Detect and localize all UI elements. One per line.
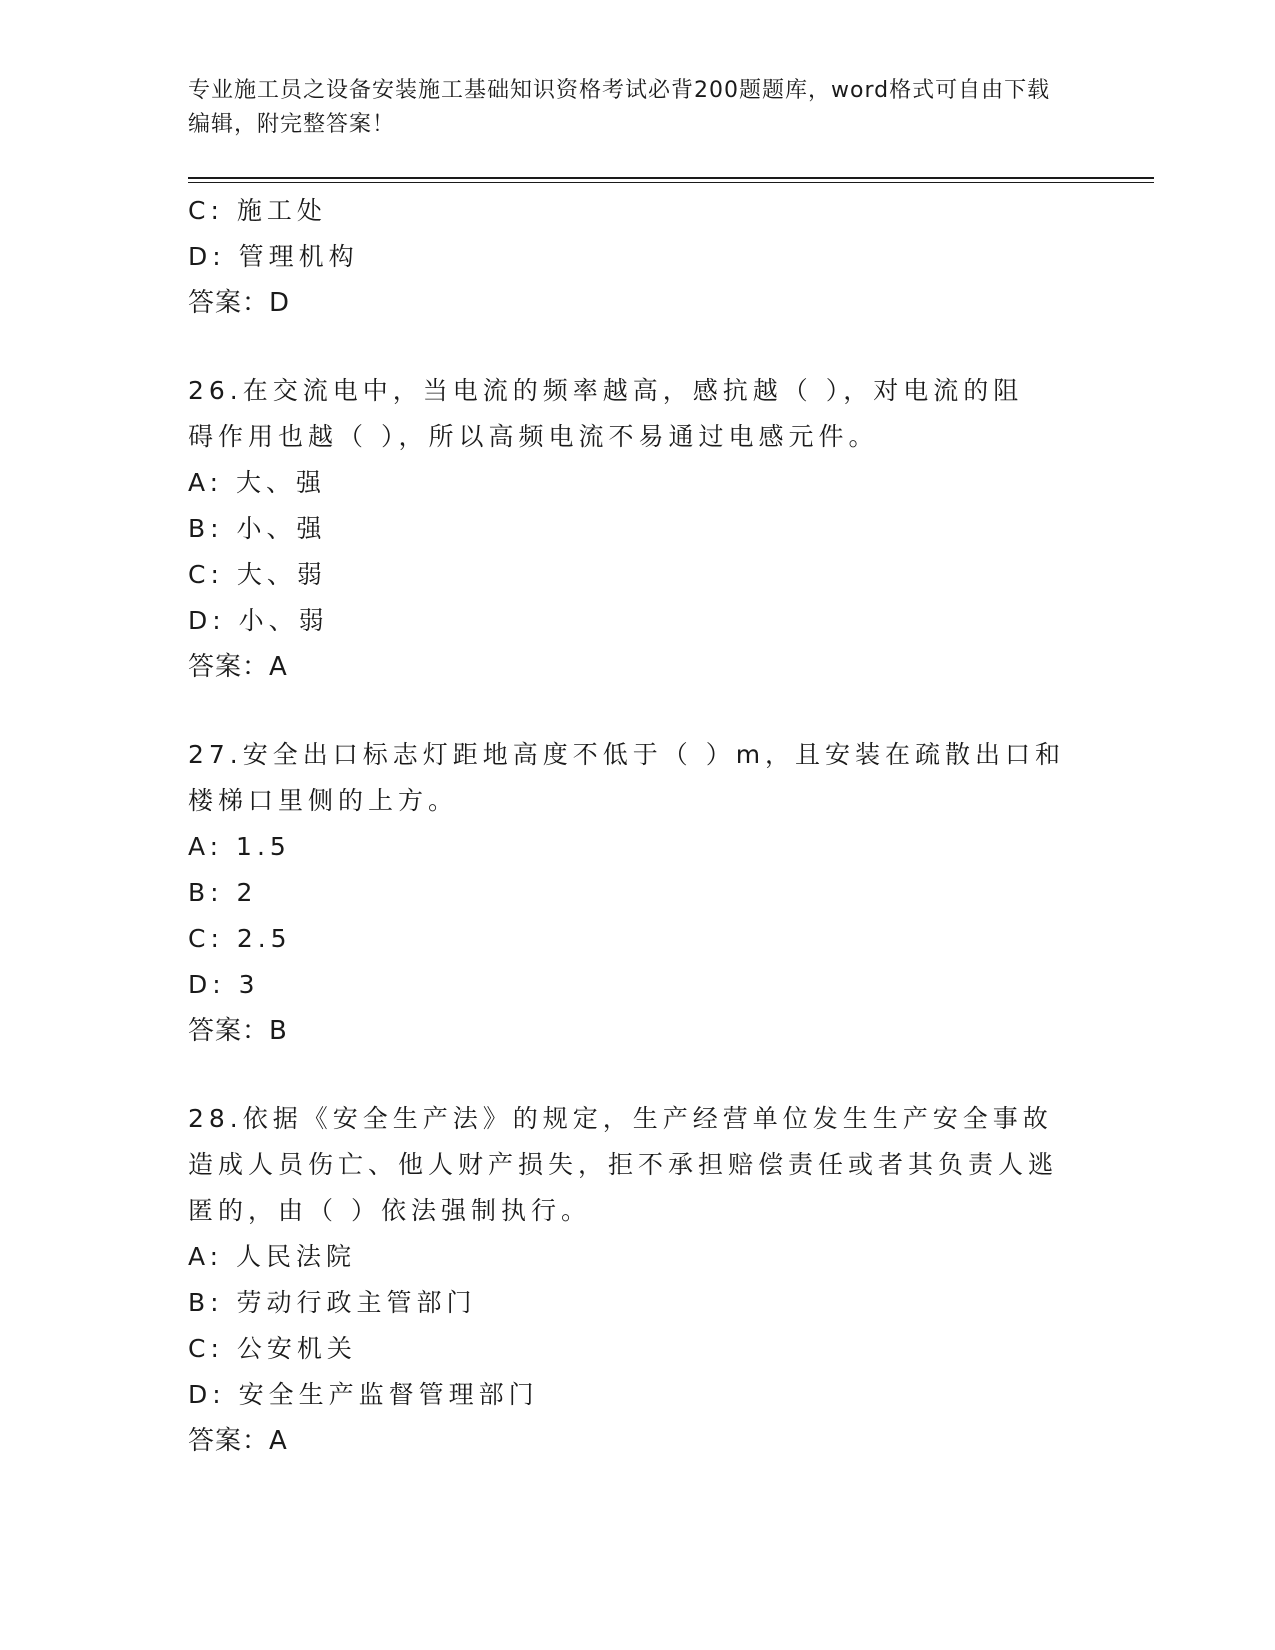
question-28	[188, 1096, 1088, 1464]
question-stem: 28.依据《安全生产法》的规定，生产经营单位发生生产安全事故造成人员伤亡、他人财产损失，拒不承担赔偿责任或者其负责人逃匿的，由（ ）依法强制执行。	[188, 1104, 1059, 1225]
option-c: C: 公安机关	[188, 1334, 357, 1363]
question-26	[188, 368, 1088, 690]
option-b: B: 小、强	[188, 514, 327, 543]
header-divider-thick	[188, 177, 1154, 179]
answer-line: 答案：D	[188, 288, 291, 318]
answer-line: 答案：A	[188, 652, 288, 682]
document-header: 专业施工员之设备安装施工基础知识资格考试必背200题题库，word格式可自由下载编辑，附完整答案！	[188, 78, 1051, 137]
option-c: C: 大、弱	[188, 560, 327, 589]
header-divider-thin	[188, 182, 1154, 183]
option-b: B: 2	[188, 878, 258, 907]
option-d: D: 管理机构	[188, 242, 359, 271]
question-27	[188, 732, 1088, 1054]
question-stem: 26.在交流电中，当电流的频率越高，感抗越（ ），对电流的阻碍作用也越（ ），所以高频电流不易通过电感元件。	[188, 376, 1024, 451]
option-a: A: 大、强	[188, 468, 327, 497]
option-c: C: 施工处	[188, 196, 327, 225]
question-stem: 27.安全出口标志灯距地高度不低于（ ）m，且安装在疏散出口和楼梯口里侧的上方。	[188, 740, 1066, 815]
answer-line: 答案：B	[188, 1016, 288, 1046]
option-b: B: 劳动行政主管部门	[188, 1288, 477, 1317]
option-d: D: 3	[188, 970, 260, 999]
option-d: D: 小、弱	[188, 606, 329, 635]
question-list	[188, 188, 1088, 1464]
answer-line: 答案：A	[188, 1426, 288, 1456]
option-a: A: 人民法院	[188, 1242, 357, 1271]
question-continued	[188, 188, 1088, 326]
option-d: D: 安全生产监督管理部门	[188, 1380, 539, 1409]
option-c: C: 2.5	[188, 924, 292, 953]
option-a: A: 1.5	[188, 832, 291, 861]
